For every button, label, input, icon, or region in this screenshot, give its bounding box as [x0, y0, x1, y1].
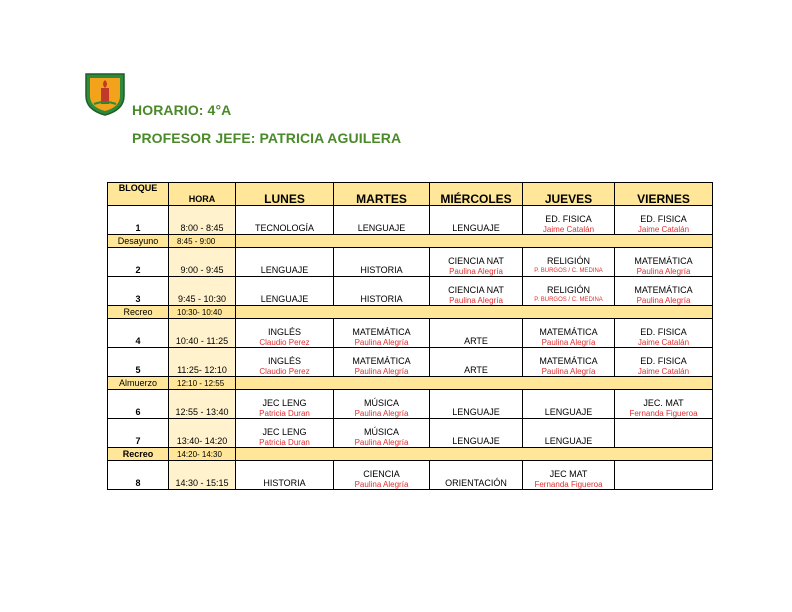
subject-name: ARTE — [464, 336, 488, 346]
class-cell — [236, 348, 334, 377]
teacher-name: Paulina Alegría — [354, 367, 409, 376]
class-cell — [236, 461, 334, 490]
subject-name: HISTORIA — [360, 265, 403, 275]
class-cell — [334, 348, 430, 377]
teacher-name: Patricia Duran — [259, 409, 310, 418]
break-row — [108, 306, 713, 319]
break-label: Recreo — [108, 306, 169, 319]
schedule-table — [107, 182, 713, 490]
subject-name: RELIGIÓN — [546, 256, 590, 266]
subject-name: ED. FISICA — [640, 327, 687, 337]
subject-name: MATEMÁTICA — [634, 285, 693, 295]
school-logo — [84, 70, 126, 116]
table-row — [108, 419, 713, 448]
subject-name: CIENCIA NAT — [448, 256, 504, 266]
break-fill — [236, 235, 713, 248]
subject-name: RELIGIÓN — [546, 285, 590, 295]
teacher-name: Jaime Catalán — [637, 225, 690, 234]
subject-name: LENGUAJE — [260, 294, 309, 304]
subject-name: JEC MAT — [549, 469, 588, 479]
teacher-name: Paulina Alegría — [354, 480, 409, 489]
table-row — [108, 390, 713, 419]
block-number: 2 — [108, 248, 169, 277]
teacher-name: Paulina Alegría — [354, 409, 409, 418]
subject-name: MÚSICA — [363, 427, 399, 437]
head-teacher: PROFESOR JEFE: PATRICIA AGUILERA — [132, 130, 402, 146]
subject-name: ED. FISICA — [545, 214, 592, 224]
break-time: 12:10 - 12:55 — [169, 377, 236, 390]
subject-name: LENGUAJE — [452, 407, 500, 417]
class-cell — [523, 206, 615, 235]
class-cell — [236, 206, 334, 235]
subject-name: MATEMÁTICA — [352, 356, 411, 366]
subject-name: CIENCIA NAT — [448, 285, 504, 295]
class-cell — [523, 390, 615, 419]
class-cell — [236, 277, 334, 306]
class-cell — [615, 390, 713, 419]
break-label: Recreo — [108, 448, 169, 461]
class-cell — [236, 248, 334, 277]
table-row — [108, 248, 713, 277]
block-number: 4 — [108, 319, 169, 348]
block-number: 7 — [108, 419, 169, 448]
class-cell — [334, 277, 430, 306]
class-cell — [334, 319, 430, 348]
class-cell — [430, 348, 523, 377]
class-cell — [334, 206, 430, 235]
break-fill — [236, 448, 713, 461]
teacher-name: P. BURGOS / C. MEDINA — [534, 297, 603, 303]
teacher-name: Jaime Catalán — [542, 225, 595, 234]
teacher-name: Jaime Catalán — [637, 367, 690, 376]
subject-name: ED. FISICA — [640, 214, 687, 224]
break-row — [108, 448, 713, 461]
col-header-hora: HORA — [169, 183, 236, 206]
class-cell — [615, 206, 713, 235]
subject-name: LENGUAJE — [452, 223, 500, 233]
class-cell — [615, 419, 713, 448]
class-cell — [523, 248, 615, 277]
block-number: 6 — [108, 390, 169, 419]
class-cell — [334, 461, 430, 490]
break-row — [108, 377, 713, 390]
break-label: Desayuno — [108, 235, 169, 248]
block-time: 13:40- 14:20 — [169, 419, 236, 448]
subject-name: MATEMÁTICA — [352, 327, 411, 337]
subject-name: ORIENTACIÓN — [445, 478, 507, 488]
subject-name: MÚSICA — [363, 398, 399, 408]
teacher-name: Fernanda Figueroa — [629, 409, 698, 418]
class-cell — [523, 319, 615, 348]
class-cell — [615, 277, 713, 306]
subject-name: MATEMÁTICA — [539, 327, 598, 337]
teacher-name: Jaime Catalán — [637, 338, 690, 347]
subject-name: LENGUAJE — [452, 436, 500, 446]
subject-name: TECNOLOGÍA — [254, 223, 314, 233]
teacher-name: Patricia Duran — [259, 438, 310, 447]
teacher-name: Claudio Perez — [259, 338, 310, 347]
subject-name: CIENCIA — [363, 469, 400, 479]
class-cell — [430, 248, 523, 277]
teacher-name: Paulina Alegría — [636, 296, 691, 305]
block-time: 11:25- 12:10 — [169, 348, 236, 377]
class-cell — [430, 461, 523, 490]
block-time: 14:30 - 15:15 — [169, 461, 236, 490]
break-time: 8:45 - 9:00 — [169, 235, 236, 248]
teacher-name: Paulina Alegría — [541, 338, 596, 347]
class-cell — [334, 248, 430, 277]
class-cell — [236, 390, 334, 419]
teacher-name: Claudio Perez — [259, 367, 310, 376]
teacher-name: Fernanda Figueroa — [534, 480, 603, 489]
class-cell — [615, 461, 713, 490]
teacher-name: Paulina Alegría — [354, 438, 409, 447]
block-time: 9:00 - 9:45 — [169, 248, 236, 277]
block-time: 10:40 - 11:25 — [169, 319, 236, 348]
col-header-miercoles: MIÉRCOLES — [430, 183, 523, 206]
class-cell — [334, 419, 430, 448]
break-row — [108, 235, 713, 248]
teacher-name: Paulina Alegría — [354, 338, 409, 347]
break-label: Almuerzo — [108, 377, 169, 390]
teacher-name: P. BURGOS / C. MEDINA — [534, 268, 603, 274]
table-row — [108, 206, 713, 235]
block-time: 12:55 - 13:40 — [169, 390, 236, 419]
teacher-name: Paulina Alegría — [449, 267, 503, 276]
table-row — [108, 348, 713, 377]
col-header-viernes: VIERNES — [615, 183, 713, 206]
block-number: 1 — [108, 206, 169, 235]
class-cell — [334, 390, 430, 419]
class-cell — [430, 206, 523, 235]
class-cell — [615, 319, 713, 348]
table-row — [108, 461, 713, 490]
subject-name: MATEMÁTICA — [634, 256, 693, 266]
subject-name: LENGUAJE — [544, 407, 593, 417]
subject-name: ARTE — [464, 365, 488, 375]
schedule-title: HORARIO: 4°A — [132, 102, 232, 118]
col-header-bloque: BLOQUE — [108, 183, 169, 206]
subject-name: JEC LENG — [262, 427, 307, 437]
block-number: 8 — [108, 461, 169, 490]
table-row — [108, 319, 713, 348]
table-row — [108, 277, 713, 306]
block-time: 9:45 - 10:30 — [169, 277, 236, 306]
teacher-name: Paulina Alegría — [449, 296, 503, 305]
teacher-name: Paulina Alegría — [541, 367, 596, 376]
class-cell — [430, 319, 523, 348]
class-cell — [523, 348, 615, 377]
block-number: 5 — [108, 348, 169, 377]
block-number: 3 — [108, 277, 169, 306]
subject-name: INGLÉS — [267, 356, 301, 366]
class-cell — [615, 248, 713, 277]
break-fill — [236, 306, 713, 319]
subject-name: JEC. MAT — [643, 398, 684, 408]
subject-name: HISTORIA — [263, 478, 306, 488]
subject-name: INGLÉS — [267, 327, 301, 337]
subject-name: ED. FISICA — [640, 356, 687, 366]
subject-name: LENGUAJE — [357, 223, 406, 233]
class-cell — [430, 419, 523, 448]
class-cell — [430, 277, 523, 306]
subject-name: LENGUAJE — [544, 436, 593, 446]
col-header-lunes: LUNES — [236, 183, 334, 206]
class-cell — [523, 277, 615, 306]
class-cell — [236, 319, 334, 348]
class-cell — [615, 348, 713, 377]
class-cell — [523, 461, 615, 490]
teacher-name: Paulina Alegría — [636, 267, 691, 276]
subject-name: LENGUAJE — [260, 265, 309, 275]
break-time: 14:20- 14:30 — [169, 448, 236, 461]
class-cell — [430, 390, 523, 419]
class-cell — [236, 419, 334, 448]
break-fill — [236, 377, 713, 390]
subject-name: JEC LENG — [262, 398, 307, 408]
block-time: 8:00 - 8:45 — [169, 206, 236, 235]
class-cell — [523, 419, 615, 448]
break-time: 10:30- 10:40 — [169, 306, 236, 319]
col-header-jueves: JUEVES — [523, 183, 615, 206]
col-header-martes: MARTES — [334, 183, 430, 206]
subject-name: MATEMÁTICA — [539, 356, 598, 366]
schedule-body — [108, 206, 713, 490]
subject-name: HISTORIA — [360, 294, 403, 304]
